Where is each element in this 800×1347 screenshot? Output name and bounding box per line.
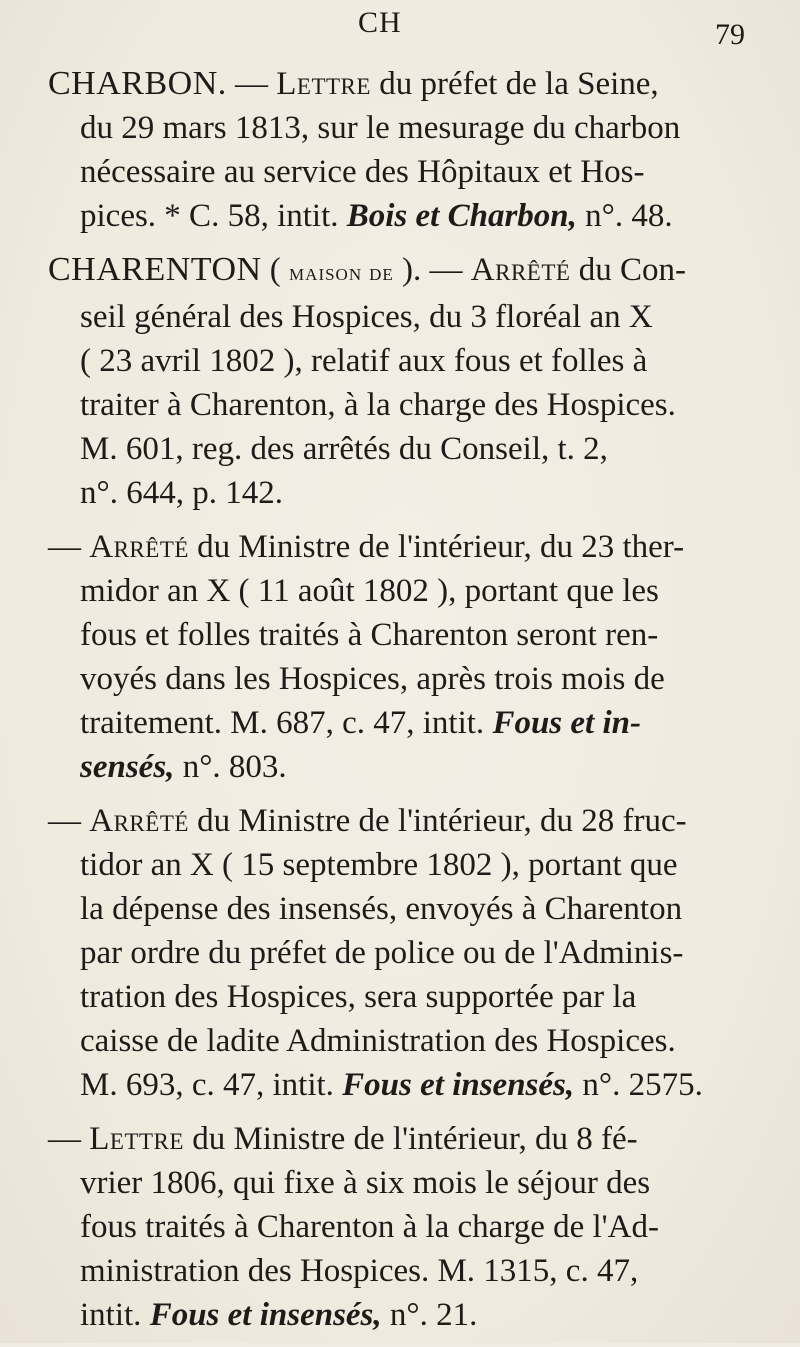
entry-text: du Ministre de l'intérieur, du 8 fé- xyxy=(183,1121,638,1157)
entry-line xyxy=(48,248,776,295)
entry-line xyxy=(48,1293,776,1337)
folder-title: Fous et insensés, xyxy=(149,1297,382,1333)
document-type: Lettre xyxy=(276,66,371,102)
entry-line: ( 23 avril 1802 ), relatif aux fous et folles à xyxy=(80,343,648,379)
entry-text: M. 693, c. 47, intit. xyxy=(80,1067,343,1103)
entry-text: du Ministre de l'intérieur, du 23 ther- xyxy=(188,529,685,565)
entry-line xyxy=(48,525,776,569)
entry-line: traiter à Charenton, à la charge des Hospices. xyxy=(80,387,676,423)
entry-line xyxy=(48,62,776,106)
entry-line xyxy=(48,1117,776,1161)
folder-title: Fous et in- xyxy=(492,705,641,741)
entry-lettre-8-fevrier xyxy=(48,1117,776,1337)
paren: ( xyxy=(261,252,290,288)
entry-heading: CHARBON. xyxy=(48,65,227,102)
entry-line xyxy=(48,745,776,789)
entry-line: du 29 mars 1813, sur le mesurage du charbon xyxy=(80,110,681,146)
dash: — xyxy=(48,529,90,565)
document-type: Arrêté xyxy=(89,529,189,565)
paren: ). — xyxy=(393,252,463,288)
entry-line: M. 601, reg. des arrêtés du Conseil, t. 2, xyxy=(80,431,608,467)
entry-line: voyés dans les Hospices, après trois mois de xyxy=(80,661,665,697)
entry-line xyxy=(48,799,776,843)
entry-text: pices. * C. 58, intit. xyxy=(80,198,347,234)
entry-line xyxy=(48,1063,776,1107)
document-type: Arrêté xyxy=(89,803,189,839)
entry-text: n°. 2575. xyxy=(574,1067,703,1103)
folder-title: Fous et insensés, xyxy=(342,1067,575,1103)
document-type: Lettre xyxy=(89,1121,184,1157)
entry-line: la dépense des insensés, envoyés à Charenton xyxy=(80,891,683,927)
entry-line xyxy=(48,194,776,238)
entry-line: ministration des Hospices. M. 1315, c. 47, xyxy=(80,1253,639,1289)
entry-line: nécessaire au service des Hôpitaux et Hos- xyxy=(80,154,645,190)
entry-text: traitement. M. 687, c. 47, intit. xyxy=(80,705,493,741)
entry-line: seil général des Hospices, du 3 floréal an X xyxy=(80,299,653,335)
entry-text: du Ministre de l'intérieur, du 28 fruc- xyxy=(188,803,687,839)
entry-line: fous traités à Charenton à la charge de l'Ad- xyxy=(80,1209,659,1245)
document-type: Arrêté xyxy=(470,252,571,288)
entry-line: caisse de ladite Administration des Hospices. xyxy=(80,1023,676,1059)
entry-line: fous et folles traités à Charenton seront ren- xyxy=(80,617,659,653)
index-entries xyxy=(48,62,776,1347)
heading-qualifier: maison de xyxy=(289,260,394,286)
entry-text: intit. xyxy=(80,1297,150,1333)
entry-line: midor an X ( 11 août 1802 ), portant que les xyxy=(80,573,659,609)
folder-title: Bois et Charbon, xyxy=(346,198,577,234)
entry-text: n°. 21. xyxy=(381,1297,478,1333)
entry-text: du préfet de la Seine, xyxy=(370,66,659,102)
entry-line: n°. 644, p. 142. xyxy=(80,475,283,511)
folder-title: sensés, xyxy=(80,749,175,785)
entry-charenton xyxy=(48,248,776,515)
dash: — xyxy=(48,1121,90,1157)
entry-line: tidor an X ( 15 septembre 1802 ), portant que xyxy=(80,847,678,883)
entry-arrete-23-thermidor xyxy=(48,525,776,789)
entry-arrete-28-fructidor xyxy=(48,799,776,1107)
running-head xyxy=(0,6,800,56)
entry-line: vrier 1806, qui fixe à six mois le séjour des xyxy=(80,1165,651,1201)
entry-line: par ordre du préfet de police ou de l'Adminis- xyxy=(80,935,684,971)
page-number: 79 xyxy=(715,18,745,51)
dash: — xyxy=(226,66,277,102)
running-head-letters: CH xyxy=(358,6,402,39)
entry-heading: CHARENTON xyxy=(48,251,262,288)
entry-text: du Con- xyxy=(570,252,686,288)
entry-charbon xyxy=(48,62,776,238)
dash: — xyxy=(48,803,90,839)
entry-line: tration des Hospices, sera supportée par la xyxy=(80,979,637,1015)
entry-text: n°. 48. xyxy=(576,198,673,234)
entry-text: n°. 803. xyxy=(174,749,287,785)
entry-line xyxy=(48,701,776,745)
